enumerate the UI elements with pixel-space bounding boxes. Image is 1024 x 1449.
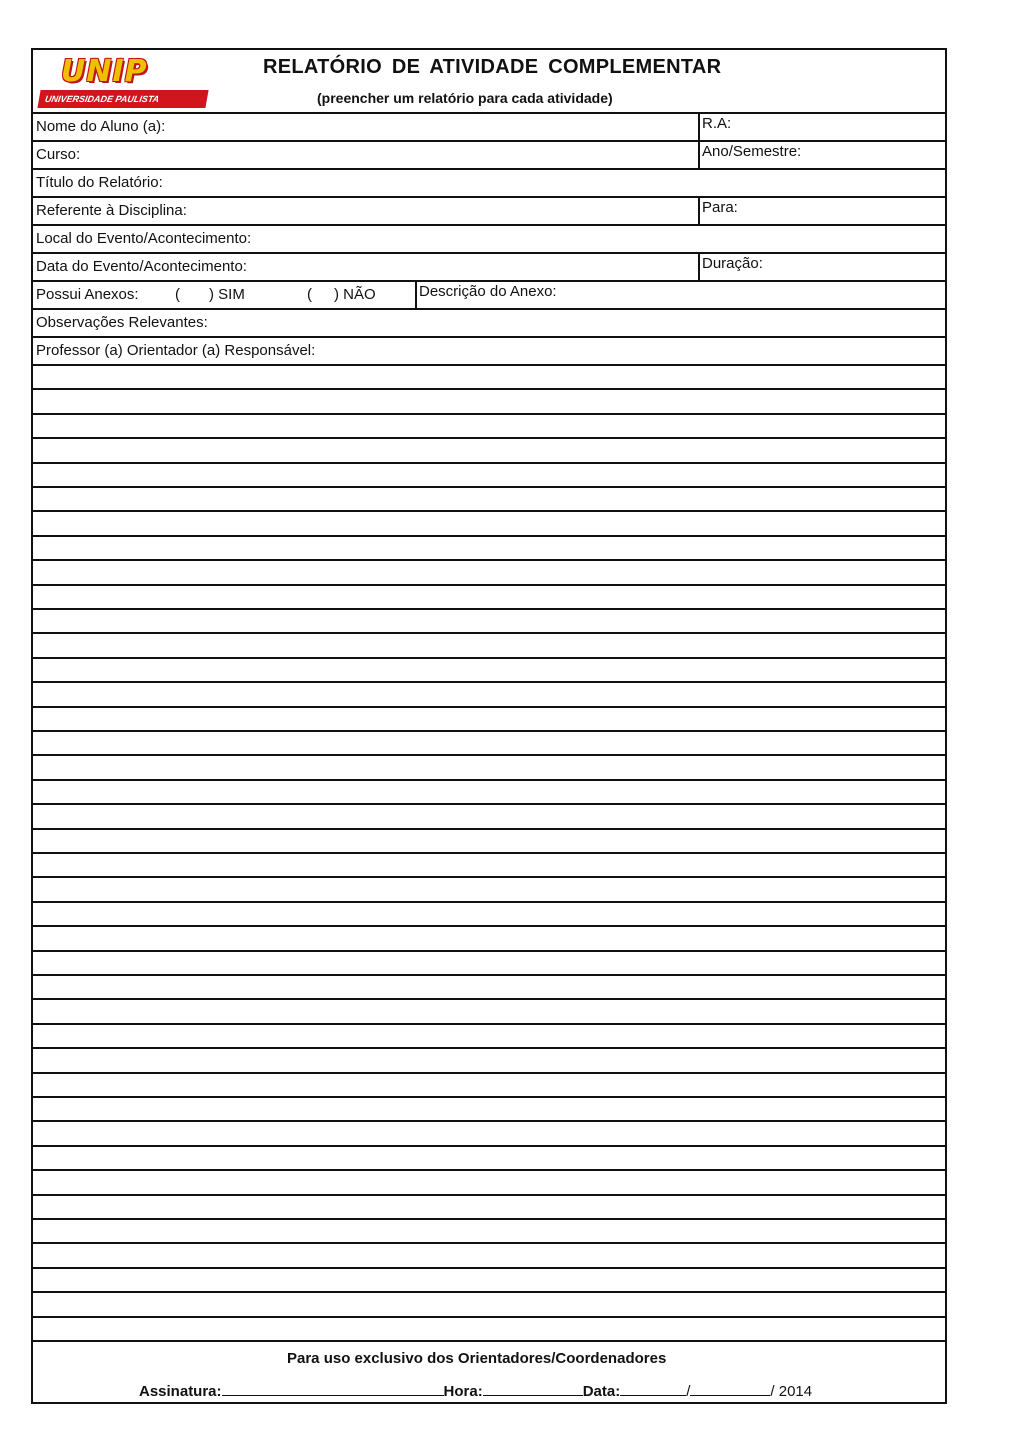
writing-line [33,1072,945,1074]
writing-line [33,510,945,512]
logo-wordmark: UNIP [61,54,148,89]
divider [33,140,945,142]
writing-line [33,486,945,488]
divider [33,364,945,366]
writing-line [33,998,945,1000]
para-field[interactable]: Para: [702,199,738,216]
student-name-field[interactable]: Nome do Aluno (a): [36,118,166,135]
writing-line [33,852,945,854]
writing-line [33,413,945,415]
divider [33,336,945,338]
divider [698,252,700,280]
event-location-field[interactable]: Local do Evento/Acontecimento: [36,230,252,247]
logo-band: UNIVERSIDADE PAULISTA [37,90,208,108]
writing-line [33,1023,945,1025]
writing-line [33,1291,945,1293]
unip-logo [39,52,209,110]
date-month-input[interactable] [690,1381,770,1396]
writing-line [33,632,945,634]
divider [33,196,945,198]
writing-line [33,1218,945,1220]
writing-line [33,950,945,952]
writing-line [33,1267,945,1269]
year-semester-field[interactable]: Ano/Semestre: [702,143,802,160]
divider [33,224,945,226]
course-field[interactable]: Curso: [36,146,81,163]
writing-line [33,535,945,537]
writing-line [33,901,945,903]
divider [33,168,945,170]
writing-line [33,730,945,732]
writing-line [33,1047,945,1049]
writing-line [33,1169,945,1171]
writing-line [33,1096,945,1098]
attachments-label: Possui Anexos: [36,286,139,303]
date-year: / 2014 [770,1383,813,1400]
professor-field[interactable]: Professor (a) Orientador (a) Responsável: [36,342,316,359]
writing-line [33,388,945,390]
writing-line [33,1145,945,1147]
writing-line [33,706,945,708]
writing-line [33,1120,945,1122]
signature-label: Assinatura: [139,1383,222,1400]
writing-line [33,876,945,878]
divider [33,280,945,282]
attach-no-checkbox[interactable]: ) NÃO [334,286,376,303]
writing-line [33,462,945,464]
attach-yes-checkbox[interactable]: ) SIM [209,286,245,303]
writing-line [33,1194,945,1196]
writing-line [33,828,945,830]
date-label: Data: [582,1383,621,1400]
divider [33,308,945,310]
divider [33,112,945,114]
attach-yes-checkbox-open[interactable]: ( [175,286,180,303]
writing-line [33,974,945,976]
divider [33,252,945,254]
duration-field[interactable]: Duração: [702,255,763,272]
writing-line [33,925,945,927]
hour-label: Hora: [443,1383,483,1400]
date-day-input[interactable] [620,1381,686,1396]
writing-line [33,779,945,781]
writing-line [33,608,945,610]
divider [698,112,700,168]
writing-line [33,681,945,683]
writing-line [33,584,945,586]
footer-signature-row [139,1381,812,1400]
signature-input[interactable] [222,1381,444,1396]
observations-field[interactable]: Observações Relevantes: [36,314,208,331]
footer-divider [33,1340,945,1342]
writing-line [33,1316,945,1318]
discipline-field[interactable]: Referente à Disciplina: [36,202,187,219]
divider [415,280,417,308]
form-title: RELATÓRIO DE ATIVIDADE COMPLEMENTAR [263,56,722,78]
date-separator: / [686,1383,691,1400]
writing-line [33,657,945,659]
report-title-field[interactable]: Título do Relatório: [36,174,163,191]
hour-input[interactable] [483,1381,583,1396]
report-form [31,48,947,1404]
attach-no-checkbox-open[interactable]: ( [307,286,312,303]
writing-line [33,559,945,561]
writing-line [33,754,945,756]
writing-line [33,803,945,805]
event-date-field[interactable]: Data do Evento/Acontecimento: [36,258,247,275]
ra-field[interactable]: R.A: [702,115,732,132]
form-subtitle: (preencher um relatório para cada atividade) [317,90,613,106]
writing-line [33,1242,945,1244]
writing-line [33,437,945,439]
divider [698,196,700,224]
footer-title: Para uso exclusivo dos Orientadores/Coordenadores [287,1350,667,1367]
attach-description-field[interactable]: Descrição do Anexo: [419,283,557,300]
